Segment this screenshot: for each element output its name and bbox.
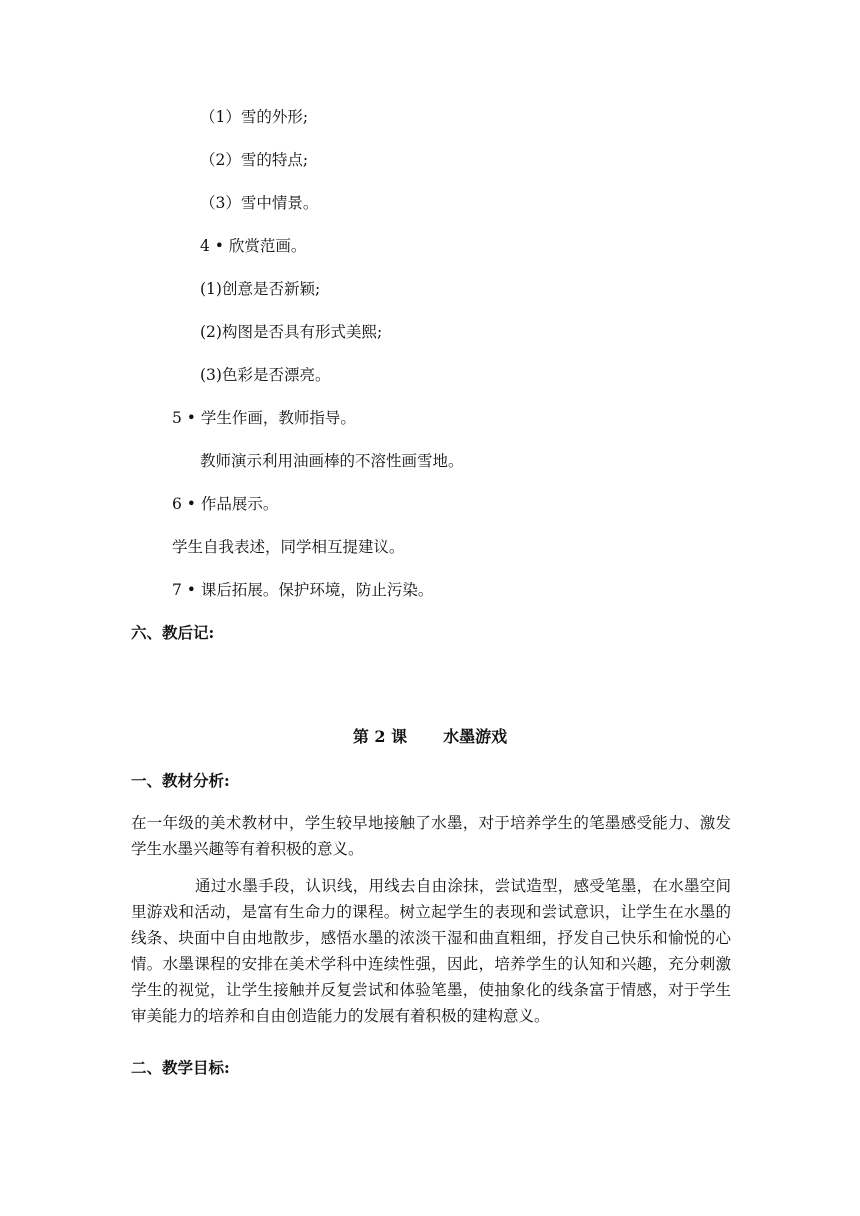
step-5-heading: 5 • 学生作画，教师指导。 [172,409,356,427]
lesson-title [0,727,860,747]
step-4-item-1: (1)创意是否新颖; [200,280,321,298]
section-6-heading: 六、教后记: [131,623,215,642]
step-6-detail: 学生自我表述，同学相互提建议。 [172,538,405,556]
step-5-detail: 教师演示利用油画棒的不溶性画雪地。 [200,452,464,470]
section-1-heading: 一、教材分析: [131,771,230,790]
lesson-number: 第 2 课 [352,727,408,746]
step-7-text: 7 • 课后拓展。保护环境，防止污染。 [172,581,434,599]
lesson-name: 水墨游戏 [443,727,508,746]
step-6-heading: 6 • 作品展示。 [172,495,279,513]
snow-list-item-1: （1）雪的外形; [200,108,309,126]
snow-list-item-3: （3）雪中情景。 [200,194,319,212]
snow-list-item-2: （2）雪的特点; [200,151,309,169]
analysis-paragraph-1: 在一年级的美术教材中，学生较早地接触了水墨，对于培养学生的笔墨感受能力、激发学生水墨兴趣等有着积极的意义。 [131,814,731,858]
analysis-paragraph-2: 通过水墨手段，认识线，用线去自由涂抹，尝试造型，感受笔墨，在水墨空间里游戏和活动，是富有生命力的课程。树立起学生的表现和尝试意识，让学生在水墨的线条、块面中自由地散步，感悟水墨的浓淡干湿和曲直粗细，抒发自己快乐和愉悦的心情。水墨课程的安排在美术学科中连续性强，因此，培养学生的认知和兴趣，充分刺激学生的视觉，让学生接触并反复尝试和体验笔墨，使抽象化的线条富于情感，对于学生审美能力的培养和自由创造能力的发展有着积极的建构意义。 [131,877,731,1025]
section-2-heading: 二、教学目标: [131,1058,230,1077]
step-4-heading: 4 • 欣赏范画。 [200,237,307,255]
step-4-item-2: (2)构图是否具有形式美熙; [200,323,383,341]
step-4-item-3: (3)色彩是否漂亮。 [200,366,331,384]
